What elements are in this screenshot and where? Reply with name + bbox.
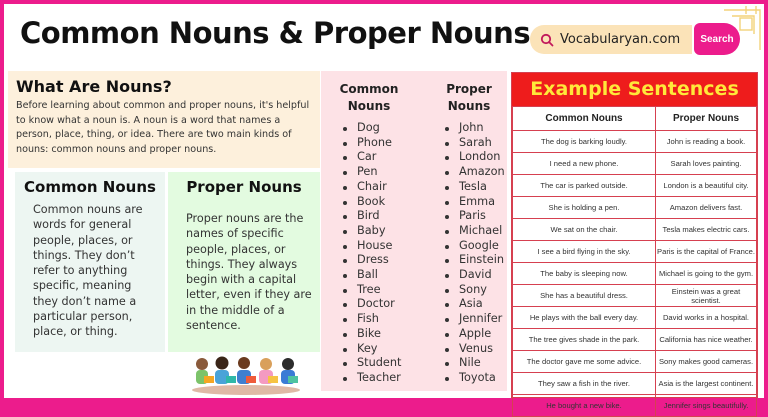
list-item: David <box>445 268 507 283</box>
common-sentence-cell: We sat on the chair. <box>513 219 656 241</box>
list-item: Michael <box>445 224 507 239</box>
list-item: Apple <box>445 327 507 342</box>
common-sentence-cell: I need a new phone. <box>513 153 656 175</box>
proper-nouns-list <box>431 81 507 386</box>
table-row <box>513 131 757 153</box>
card-text: Proper nouns are the names of specific people, places, or things. They always begin with a capital letter, even if they are in the middle of a sentence. <box>186 212 312 333</box>
common-sentence-cell: The doctor gave me some advice. <box>513 351 656 373</box>
common-sentence-cell: The tree gives shade in the park. <box>513 329 656 351</box>
list-item: Tesla <box>445 180 507 195</box>
list-item: Paris <box>445 209 507 224</box>
common-sentence-cell: The baby is sleeping now. <box>513 263 656 285</box>
list-item: Teacher <box>343 371 409 386</box>
proper-sentence-cell: Einstein was a great scientist. <box>656 285 757 307</box>
common-sentence-cell: She is holding a pen. <box>513 197 656 219</box>
table-row <box>513 329 757 351</box>
list-item: Ball <box>343 268 409 283</box>
list-item: Fish <box>343 312 409 327</box>
table-header-row <box>513 107 757 131</box>
common-nouns-list <box>329 81 409 386</box>
card-heading: Proper Nouns <box>186 178 302 196</box>
table-row <box>513 153 757 175</box>
common-sentence-cell: The car is parked outside. <box>513 175 656 197</box>
list-heading: Proper Nouns <box>446 82 492 113</box>
proper-sentence-cell: California has nice weather. <box>656 329 757 351</box>
list-item: Bike <box>343 327 409 342</box>
proper-sentence-cell: John is reading a book. <box>656 131 757 153</box>
table-row <box>513 395 757 417</box>
card-heading: Common Nouns <box>24 178 156 196</box>
table-row <box>513 241 757 263</box>
proper-sentence-cell: London is a beautiful city. <box>656 175 757 197</box>
common-sentence-cell: They saw a fish in the river. <box>513 373 656 395</box>
proper-sentence-cell: Sarah loves painting. <box>656 153 757 175</box>
list-item: Key <box>343 342 409 357</box>
table-row <box>513 307 757 329</box>
list-item: Venus <box>445 342 507 357</box>
list-item: Dog <box>343 121 409 136</box>
list-item: Chair <box>343 180 409 195</box>
search-text: Vocabularyan.com <box>560 32 681 47</box>
common-sentence-cell: I see a bird flying in the sky. <box>513 241 656 263</box>
list-item: Amazon <box>445 165 507 180</box>
proper-sentence-cell: Amazon delivers fast. <box>656 197 757 219</box>
search-icon <box>540 33 554 47</box>
proper-sentence-cell: Michael is going to the gym. <box>656 263 757 285</box>
kids-reading-illustration-icon <box>190 354 302 396</box>
list-item: Einstein <box>445 253 507 268</box>
table-title: Example Sentences <box>512 73 757 106</box>
list-item: London <box>445 150 507 165</box>
list-item: Bird <box>343 209 409 224</box>
table-row <box>513 373 757 395</box>
section-heading: What Are Nouns? <box>16 77 172 96</box>
list-item: Baby <box>343 224 409 239</box>
list-item: Book <box>343 195 409 210</box>
corner-ornament-icon <box>722 4 764 52</box>
list-item: Jennifer <box>445 312 507 327</box>
list-item: Pen <box>343 165 409 180</box>
list-item: John <box>445 121 507 136</box>
card-text: Common nouns are words for general people, places, or things. They don’t refer to anything specific, meaning they don’t name a particular person, place, or thing. <box>33 203 143 339</box>
common-sentence-cell: He plays with the ball every day. <box>513 307 656 329</box>
page-frame <box>4 4 764 410</box>
proper-sentence-cell: David works in a hospital. <box>656 307 757 329</box>
what-are-nouns-section <box>8 71 320 168</box>
noun-lists-section <box>321 71 507 391</box>
search-input[interactable] <box>530 25 692 54</box>
list-item: Sarah <box>445 136 507 151</box>
list-item: Sony <box>445 283 507 298</box>
proper-sentence-cell: Tesla makes electric cars. <box>656 219 757 241</box>
proper-sentence-cell: Jennifer sings beautifully. <box>656 395 757 417</box>
proper-sentence-cell: Paris is the capital of France. <box>656 241 757 263</box>
list-item: Asia <box>445 297 507 312</box>
table-row <box>513 175 757 197</box>
section-text: Before learning about common and proper nouns, it's helpful to know what a noun is. A noun is a word that names a person, place, thing, or idea. There are two main kinds of nouns: common nouns and proper nouns. <box>16 100 310 155</box>
list-item: Google <box>445 239 507 254</box>
table-row <box>513 351 757 373</box>
common-sentence-cell: He bought a new bike. <box>513 395 656 417</box>
list-item: Doctor <box>343 297 409 312</box>
common-sentence-cell: The dog is barking loudly. <box>513 131 656 153</box>
list-item: Dress <box>343 253 409 268</box>
list-heading: Common Nouns <box>339 82 399 113</box>
list-item: Emma <box>445 195 507 210</box>
column-header-common: Common Nouns <box>513 107 656 131</box>
list-item: Student <box>343 356 409 371</box>
table-row <box>513 263 757 285</box>
list-item: Tree <box>343 283 409 298</box>
example-sentences-table <box>511 72 758 410</box>
proper-sentence-cell: Asia is the largest continent. <box>656 373 757 395</box>
list-item: Nile <box>445 356 507 371</box>
column-header-proper: Proper Nouns <box>656 107 757 131</box>
table-row <box>513 219 757 241</box>
search-button[interactable]: Search <box>694 23 740 55</box>
page-title: Common Nouns & Proper Nouns <box>20 16 531 50</box>
proper-sentence-cell: Sony makes good cameras. <box>656 351 757 373</box>
proper-nouns-card <box>168 172 320 352</box>
table-row <box>513 197 757 219</box>
common-nouns-card <box>15 172 165 352</box>
list-item: Phone <box>343 136 409 151</box>
common-sentence-cell: She has a beautiful dress. <box>513 285 656 307</box>
list-item: Car <box>343 150 409 165</box>
list-item: Toyota <box>445 371 507 386</box>
table-row <box>513 285 757 307</box>
list-item: House <box>343 239 409 254</box>
